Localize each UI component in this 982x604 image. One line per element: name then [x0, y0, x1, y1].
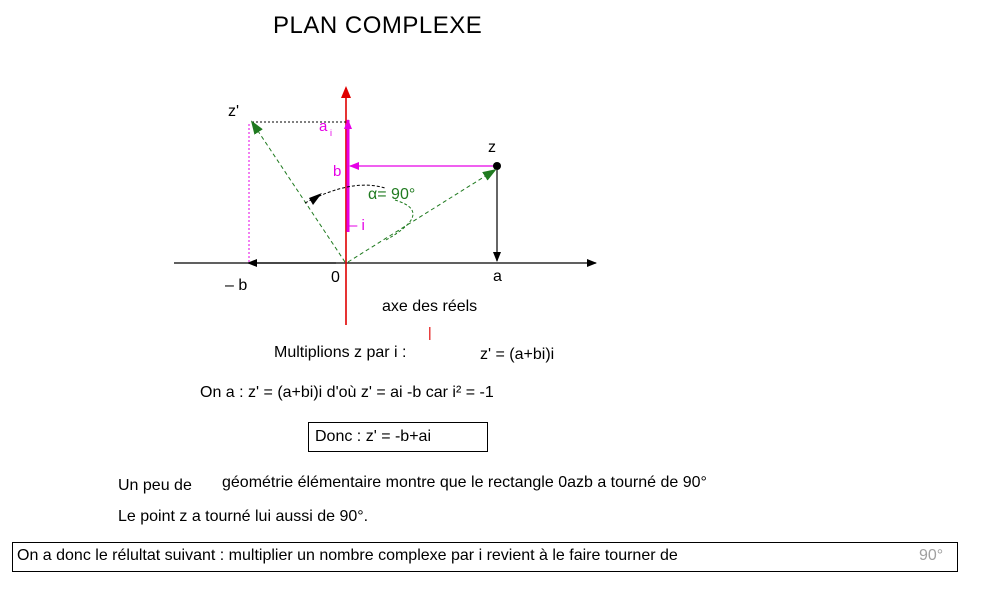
final-text: On a donc le rélultat suivant : multiplier un nombre complexe par i revient à le faire tourner de [17, 547, 678, 564]
axis-tick: | [428, 324, 432, 340]
label-alpha: α= 90° [368, 186, 416, 203]
on-a-text: On a : z' = (a+bi)i d'où z' = ai -b car i² = -1 [200, 384, 494, 401]
point-z [493, 162, 501, 170]
vector-oz [348, 170, 495, 262]
label-a: a [493, 268, 502, 285]
formula-text: z' = (a+bi)i [480, 346, 555, 363]
label-b: b [333, 163, 342, 180]
label-origin: 0 [331, 269, 340, 286]
rotation-arc-inner [386, 200, 413, 240]
donc-box [308, 422, 488, 452]
multiplions-text: Multiplions z par i : [274, 344, 407, 361]
label-i: – i [349, 217, 365, 234]
label-minus-b: – b [225, 277, 248, 294]
donc-text: Donc : z' = -b+ai [315, 428, 431, 445]
rotation-arrowhead [309, 193, 322, 205]
label-ai-sub: i [330, 128, 332, 138]
axis-label: axe des réels [382, 298, 478, 315]
geometrie-text-start: Un peu de [118, 477, 192, 494]
point-text: Le point z a tourné lui aussi de 90°. [118, 508, 369, 525]
vector-oz-prime [252, 122, 345, 262]
label-z: z [488, 139, 496, 156]
page-title: PLAN COMPLEXE [273, 12, 483, 39]
label-ai: a [319, 118, 328, 135]
label-z-prime: z' [228, 103, 240, 120]
geometrie-text: géométrie élémentaire montre que le rectangle 0azb a tourné de 90° [222, 474, 707, 491]
final-value: 90° [919, 547, 944, 564]
final-result-box [12, 542, 958, 572]
